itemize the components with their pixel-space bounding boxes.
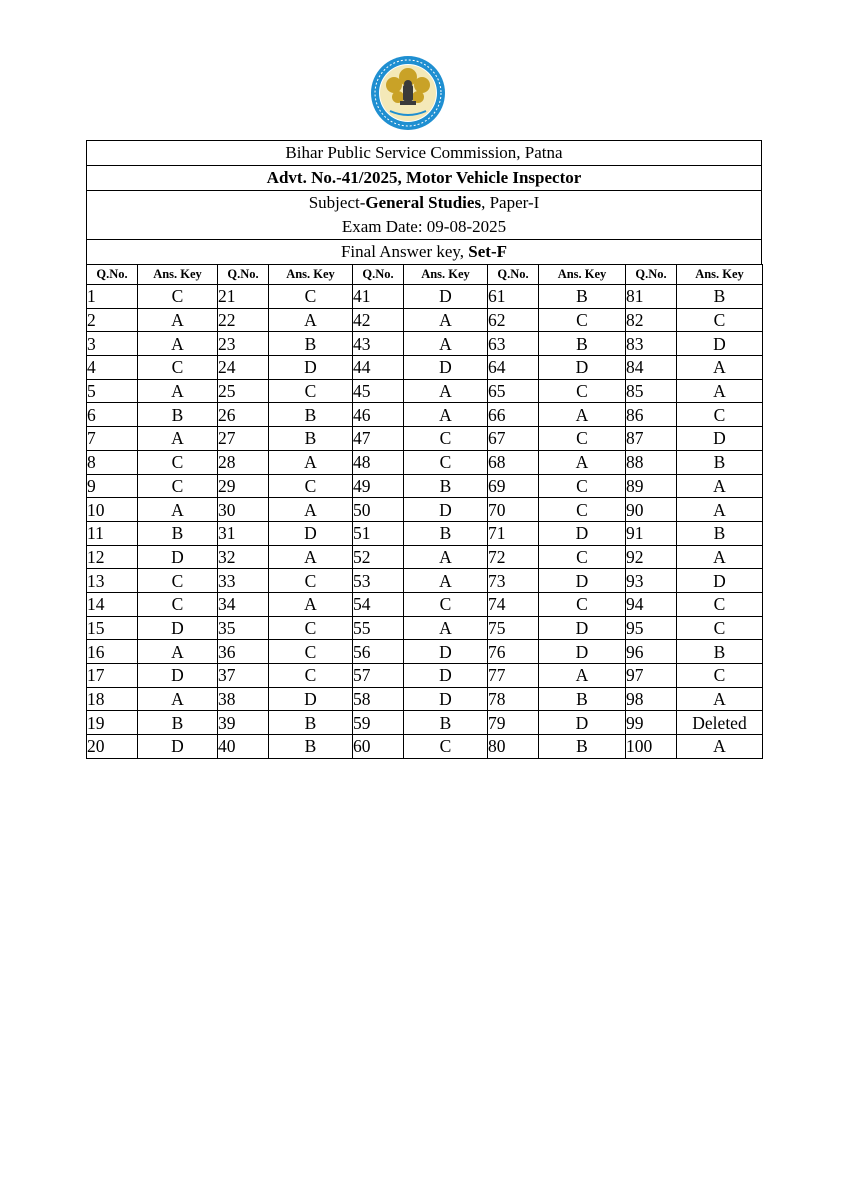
question-number: 9 [87, 474, 138, 498]
answer-key-set: Final Answer key, Set-F [340, 242, 508, 261]
answer-key: C [539, 498, 626, 522]
answer-key: A [138, 687, 218, 711]
answer-key: C [269, 616, 353, 640]
question-number: 31 [218, 521, 269, 545]
question-number: 17 [87, 664, 138, 688]
table-row [87, 616, 763, 640]
question-number: 84 [626, 356, 677, 380]
question-number: 3 [87, 332, 138, 356]
column-header-answer: Ans. Key [539, 265, 626, 285]
answer-key: A [138, 427, 218, 451]
question-number: 100 [626, 735, 677, 759]
column-header-answer: Ans. Key [677, 265, 763, 285]
question-number: 33 [218, 569, 269, 593]
question-number: 8 [87, 450, 138, 474]
answer-key: C [539, 308, 626, 332]
question-number: 93 [626, 569, 677, 593]
answer-key: B [404, 474, 488, 498]
exam-date: Exam Date: 09-08-2025 [87, 215, 761, 240]
question-number: 16 [87, 640, 138, 664]
question-number: 27 [218, 427, 269, 451]
answer-key: B [269, 403, 353, 427]
question-number: 4 [87, 356, 138, 380]
answer-key: A [138, 498, 218, 522]
question-number: 26 [218, 403, 269, 427]
answer-key: C [138, 569, 218, 593]
answer-key: D [269, 521, 353, 545]
answer-key: D [138, 664, 218, 688]
answer-key: A [269, 308, 353, 332]
table-row [87, 332, 763, 356]
sheet-header [86, 140, 762, 264]
question-number: 96 [626, 640, 677, 664]
answer-key: A [404, 569, 488, 593]
question-number: 69 [488, 474, 539, 498]
question-number: 45 [353, 379, 404, 403]
question-number: 66 [488, 403, 539, 427]
answer-key: D [539, 616, 626, 640]
answer-key: A [404, 332, 488, 356]
answer-key: C [404, 450, 488, 474]
advertisement-title: Advt. No.-41/2025, Motor Vehicle Inspector [87, 166, 761, 191]
question-number: 22 [218, 308, 269, 332]
question-number: 58 [353, 687, 404, 711]
question-number: 49 [353, 474, 404, 498]
question-number: 18 [87, 687, 138, 711]
table-row [87, 735, 763, 759]
question-number: 79 [488, 711, 539, 735]
question-number: 38 [218, 687, 269, 711]
answer-key: B [539, 285, 626, 309]
answer-key: B [404, 521, 488, 545]
question-number: 72 [488, 545, 539, 569]
table-row [87, 545, 763, 569]
column-header-qno: Q.No. [488, 265, 539, 285]
answer-key: D [138, 545, 218, 569]
question-number: 64 [488, 356, 539, 380]
answer-key: C [138, 450, 218, 474]
answer-key: D [404, 498, 488, 522]
question-number: 43 [353, 332, 404, 356]
question-number: 67 [488, 427, 539, 451]
question-number: 6 [87, 403, 138, 427]
answer-key-sheet [86, 140, 762, 759]
question-number: 60 [353, 735, 404, 759]
answer-key: C [404, 427, 488, 451]
subject-line: Subject-General Studies, Paper-I [308, 193, 540, 212]
table-row [87, 592, 763, 616]
question-number: 76 [488, 640, 539, 664]
answer-key: D [138, 616, 218, 640]
question-number: 65 [488, 379, 539, 403]
question-number: 52 [353, 545, 404, 569]
question-number: 12 [87, 545, 138, 569]
answer-key: A [138, 308, 218, 332]
question-number: 56 [353, 640, 404, 664]
question-number: 94 [626, 592, 677, 616]
table-row [87, 356, 763, 380]
answer-key: D [677, 332, 763, 356]
answer-key: A [269, 592, 353, 616]
answer-key: A [404, 545, 488, 569]
answer-key: B [539, 332, 626, 356]
question-number: 95 [626, 616, 677, 640]
question-number: 21 [218, 285, 269, 309]
answer-key: C [539, 379, 626, 403]
question-number: 35 [218, 616, 269, 640]
answer-key: C [404, 592, 488, 616]
answer-key: C [677, 592, 763, 616]
question-number: 29 [218, 474, 269, 498]
question-number: 14 [87, 592, 138, 616]
question-number: 48 [353, 450, 404, 474]
question-number: 25 [218, 379, 269, 403]
answer-key: D [404, 664, 488, 688]
answer-key: A [138, 379, 218, 403]
question-number: 71 [488, 521, 539, 545]
answer-key: C [539, 545, 626, 569]
question-number: 70 [488, 498, 539, 522]
table-row [87, 569, 763, 593]
question-number: 42 [353, 308, 404, 332]
table-row [87, 664, 763, 688]
question-number: 19 [87, 711, 138, 735]
answer-key: A [269, 498, 353, 522]
answer-key: D [404, 285, 488, 309]
column-header-answer: Ans. Key [269, 265, 353, 285]
question-number: 87 [626, 427, 677, 451]
question-number: 46 [353, 403, 404, 427]
question-number: 75 [488, 616, 539, 640]
question-number: 88 [626, 450, 677, 474]
answer-key: D [404, 356, 488, 380]
question-number: 34 [218, 592, 269, 616]
answer-key: A [677, 735, 763, 759]
question-number: 41 [353, 285, 404, 309]
answer-key: B [138, 403, 218, 427]
answer-key: B [269, 332, 353, 356]
answer-key: C [138, 474, 218, 498]
question-number: 83 [626, 332, 677, 356]
answer-key: C [269, 285, 353, 309]
org-name: Bihar Public Service Commission, Patna [87, 141, 761, 166]
answer-key: A [404, 308, 488, 332]
answer-key: C [539, 427, 626, 451]
question-number: 92 [626, 545, 677, 569]
table-row [87, 427, 763, 451]
answer-key: Deleted [677, 711, 763, 735]
column-header-qno: Q.No. [626, 265, 677, 285]
answer-key: B [677, 285, 763, 309]
answer-key: B [404, 711, 488, 735]
answer-key: A [539, 664, 626, 688]
question-number: 80 [488, 735, 539, 759]
table-row [87, 498, 763, 522]
question-number: 30 [218, 498, 269, 522]
answer-key: D [404, 687, 488, 711]
answer-key: A [138, 640, 218, 664]
answer-key: A [539, 403, 626, 427]
table-row [87, 379, 763, 403]
answer-key: A [269, 545, 353, 569]
table-row [87, 285, 763, 309]
question-number: 54 [353, 592, 404, 616]
answer-key: C [269, 474, 353, 498]
answer-key: B [269, 427, 353, 451]
table-header-row [87, 265, 763, 285]
question-number: 82 [626, 308, 677, 332]
table-row [87, 687, 763, 711]
question-number: 59 [353, 711, 404, 735]
answer-key: B [539, 687, 626, 711]
answer-key: D [677, 427, 763, 451]
question-number: 51 [353, 521, 404, 545]
question-number: 1 [87, 285, 138, 309]
answer-key: D [539, 356, 626, 380]
question-number: 24 [218, 356, 269, 380]
question-number: 57 [353, 664, 404, 688]
answer-key: A [677, 545, 763, 569]
answer-key: D [539, 521, 626, 545]
answer-key: D [539, 711, 626, 735]
answer-key: B [677, 521, 763, 545]
answer-key: A [404, 379, 488, 403]
question-number: 81 [626, 285, 677, 309]
column-header-qno: Q.No. [218, 265, 269, 285]
question-number: 5 [87, 379, 138, 403]
answer-key: D [404, 640, 488, 664]
answer-key: C [138, 592, 218, 616]
answer-key: B [677, 450, 763, 474]
answer-key: C [138, 285, 218, 309]
answer-key: C [269, 379, 353, 403]
question-number: 2 [87, 308, 138, 332]
column-header-answer: Ans. Key [404, 265, 488, 285]
answer-key: D [138, 735, 218, 759]
answer-key: C [677, 616, 763, 640]
question-number: 99 [626, 711, 677, 735]
table-row [87, 308, 763, 332]
question-number: 89 [626, 474, 677, 498]
answer-key: C [138, 356, 218, 380]
question-number: 13 [87, 569, 138, 593]
question-number: 40 [218, 735, 269, 759]
question-number: 36 [218, 640, 269, 664]
answer-key: A [677, 687, 763, 711]
answer-key: D [269, 356, 353, 380]
question-number: 91 [626, 521, 677, 545]
answer-key: A [138, 332, 218, 356]
table-row [87, 521, 763, 545]
answer-key: A [404, 616, 488, 640]
question-number: 55 [353, 616, 404, 640]
answer-key: A [677, 498, 763, 522]
question-number: 85 [626, 379, 677, 403]
question-number: 61 [488, 285, 539, 309]
answer-key: A [677, 356, 763, 380]
answer-key: C [539, 474, 626, 498]
answer-key: C [269, 569, 353, 593]
question-number: 28 [218, 450, 269, 474]
question-number: 39 [218, 711, 269, 735]
question-number: 86 [626, 403, 677, 427]
question-number: 50 [353, 498, 404, 522]
answer-key: D [539, 640, 626, 664]
answer-key: B [269, 711, 353, 735]
answer-key: C [677, 664, 763, 688]
table-row [87, 474, 763, 498]
question-number: 10 [87, 498, 138, 522]
question-number: 7 [87, 427, 138, 451]
answer-key: C [269, 640, 353, 664]
table-body [87, 285, 763, 759]
answer-key: A [269, 450, 353, 474]
answer-key: C [539, 592, 626, 616]
question-number: 23 [218, 332, 269, 356]
answer-key: D [269, 687, 353, 711]
answer-key: A [404, 403, 488, 427]
question-number: 74 [488, 592, 539, 616]
answer-key: A [539, 450, 626, 474]
answer-key: B [677, 640, 763, 664]
question-number: 77 [488, 664, 539, 688]
answer-key: C [677, 403, 763, 427]
question-number: 44 [353, 356, 404, 380]
answer-key: D [539, 569, 626, 593]
bpsc-emblem-logo [370, 55, 446, 131]
table-row [87, 711, 763, 735]
table-row [87, 403, 763, 427]
question-number: 37 [218, 664, 269, 688]
question-number: 47 [353, 427, 404, 451]
answer-key: A [677, 379, 763, 403]
question-number: 11 [87, 521, 138, 545]
answer-key-table [86, 264, 763, 759]
answer-key: B [138, 521, 218, 545]
answer-key: B [269, 735, 353, 759]
answer-key: B [138, 711, 218, 735]
table-row [87, 450, 763, 474]
question-number: 32 [218, 545, 269, 569]
question-number: 90 [626, 498, 677, 522]
column-header-qno: Q.No. [87, 265, 138, 285]
column-header-answer: Ans. Key [138, 265, 218, 285]
question-number: 78 [488, 687, 539, 711]
question-number: 97 [626, 664, 677, 688]
question-number: 63 [488, 332, 539, 356]
question-number: 98 [626, 687, 677, 711]
answer-key: D [677, 569, 763, 593]
table-row [87, 640, 763, 664]
question-number: 20 [87, 735, 138, 759]
column-header-qno: Q.No. [353, 265, 404, 285]
answer-key: C [404, 735, 488, 759]
question-number: 15 [87, 616, 138, 640]
question-number: 68 [488, 450, 539, 474]
answer-key: B [539, 735, 626, 759]
question-number: 73 [488, 569, 539, 593]
answer-key: A [677, 474, 763, 498]
question-number: 53 [353, 569, 404, 593]
answer-key: C [269, 664, 353, 688]
question-number: 62 [488, 308, 539, 332]
answer-key: C [677, 308, 763, 332]
